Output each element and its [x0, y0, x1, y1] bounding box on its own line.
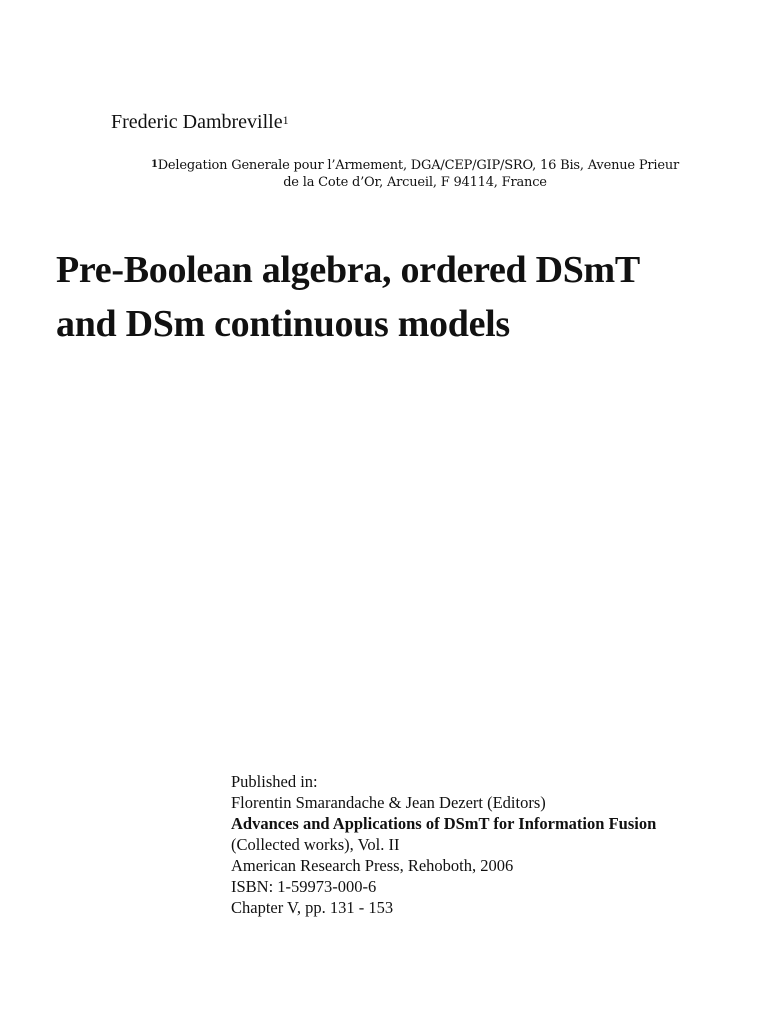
- volume: (Collected works), Vol. II: [231, 835, 400, 854]
- publication-info: [231, 771, 731, 918]
- affiliation: [130, 157, 700, 191]
- affiliation-text-1: Delegation Generale pour l’Armement, DGA/CEP/GIP/SRO, 16 Bis, Avenue Prieur: [157, 158, 680, 173]
- affiliation-line-1: [130, 157, 700, 174]
- publisher: American Research Press, Rehoboth, 2006: [231, 856, 514, 875]
- paper-title-line-1: Pre-Boolean algebra, ordered DSmT: [56, 249, 640, 291]
- author-affiliation-marker: 1: [282, 113, 289, 127]
- book-title: Advances and Applications of DSmT for Information Fusion: [231, 814, 657, 833]
- author-line: [111, 110, 289, 134]
- affiliation-line-2: de la Cote d’Or, Arcueil, F 94114, France: [283, 175, 547, 190]
- paper-title-line-2: and DSm continuous models: [56, 303, 510, 345]
- author-name: Frederic Dambreville: [111, 111, 283, 133]
- editors: Florentin Smarandache & Jean Dezert (Editors): [231, 793, 546, 812]
- affiliation-marker: 1: [150, 159, 158, 170]
- published-in-label: Published in:: [231, 772, 318, 791]
- chapter-pages: Chapter V, pp. 131 - 153: [231, 898, 394, 917]
- paper-title: [56, 243, 746, 351]
- isbn: ISBN: 1-59973-000-6: [231, 877, 377, 896]
